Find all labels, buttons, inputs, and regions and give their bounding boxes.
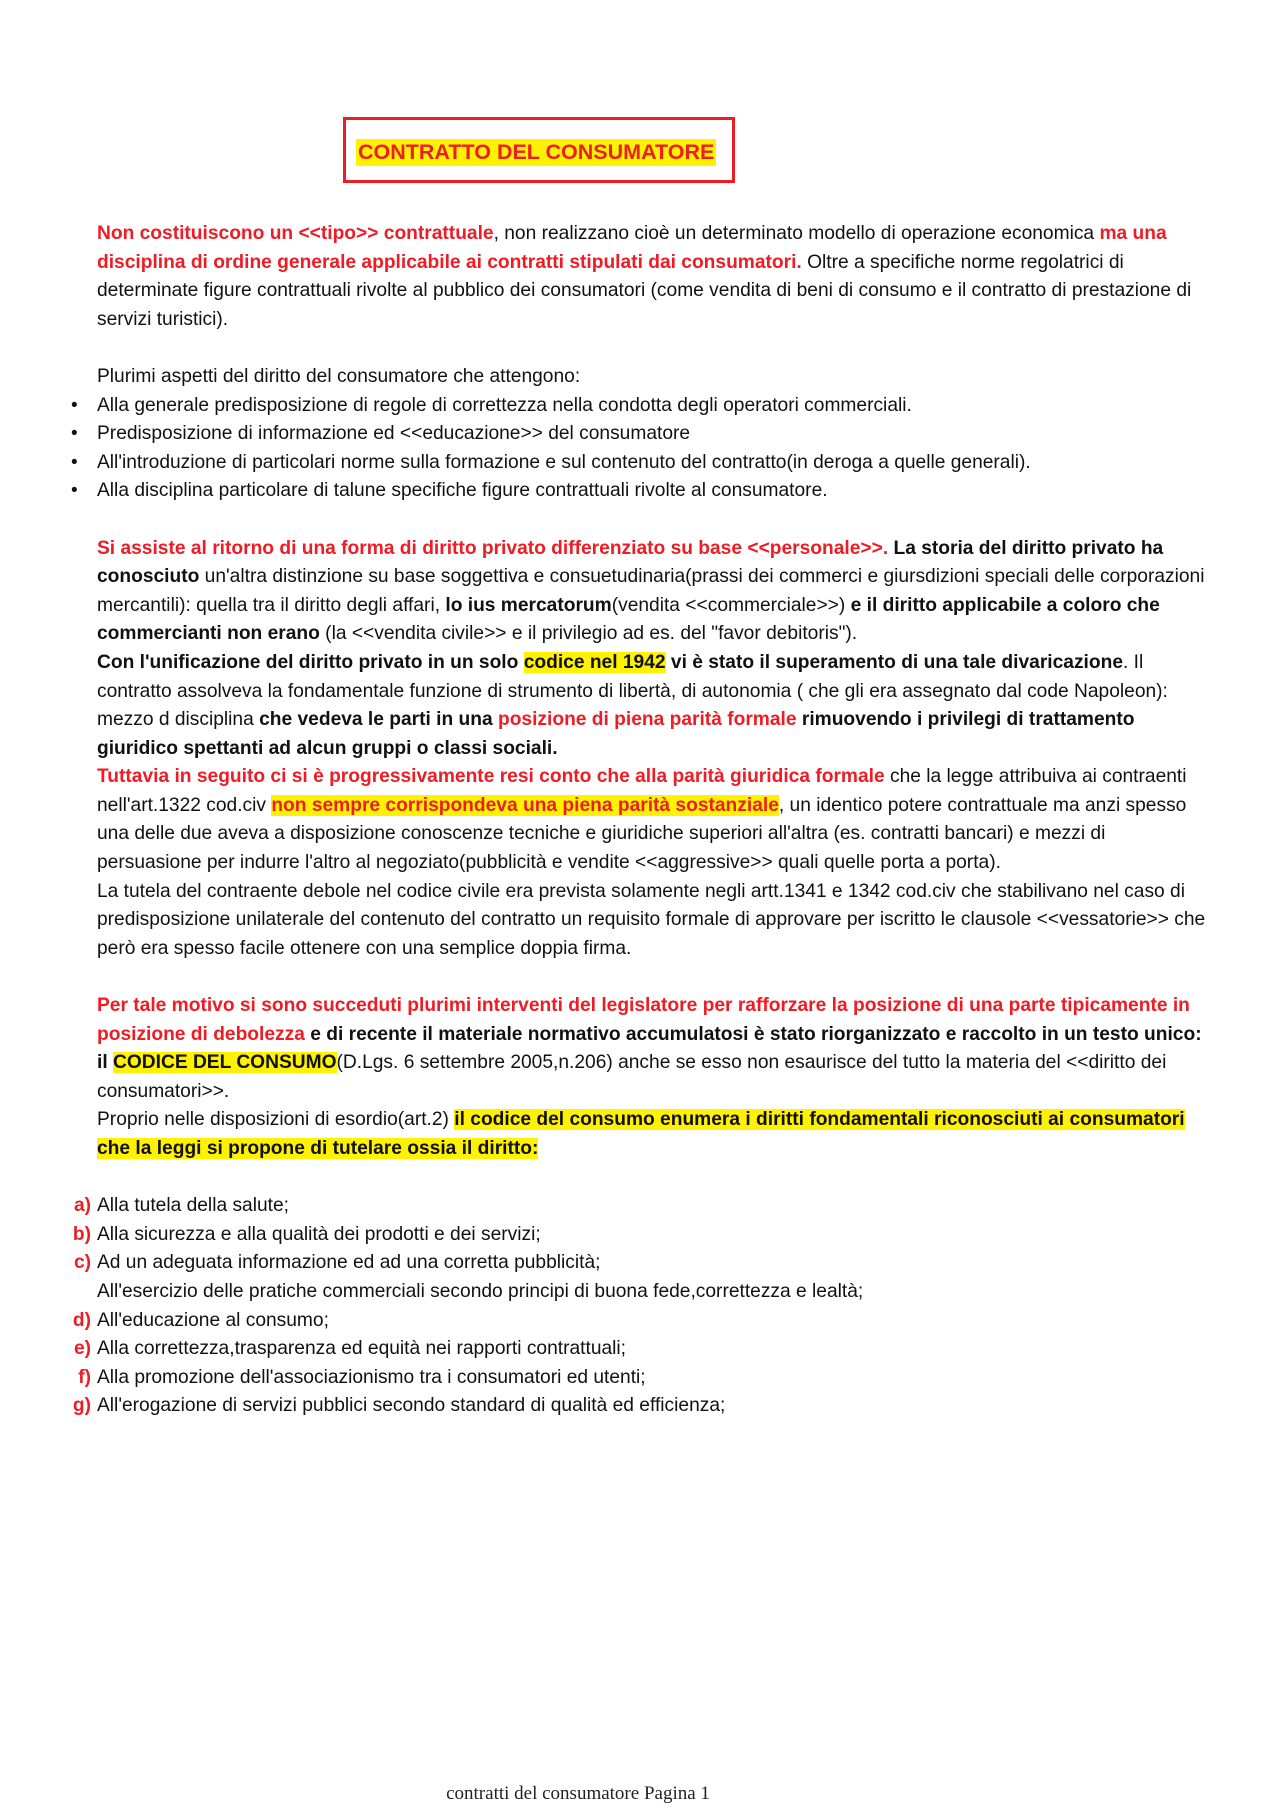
list-item-text: Alla tutela della salute; [97,1195,289,1217]
list-marker: a) [73,1195,91,1217]
list-item-text: Alla correttezza,trasparenza ed equità nei rapporti contrattuali; [97,1338,627,1360]
text-span: (la <<vendita civile>> e il privilegio ad es. del "favor debitoris"). [319,623,858,645]
list-item [73,1249,1207,1278]
list-item [78,1364,1207,1393]
text-span: vi è stato il superamento di una tale divaricazione [665,651,1123,673]
text-span: e il diritto applicabile a coloro che commercianti non erano [97,594,1160,645]
list-marker: c) [73,1252,91,1274]
list-item-text: Ad un adeguata informazione ed ad una corretta pubblicità; [97,1252,601,1274]
paragraph-parity [97,763,1207,877]
highlight-span: non sempre corrispondeva una piena parità sostanziale [271,794,779,816]
list-item [72,1221,1207,1250]
list-item-text: All'erogazione di servizi pubblici secondo standard di qualità ed efficienza; [97,1395,726,1417]
list-item [72,1392,1207,1421]
highlight-span: il codice del consumo enumera i diritti fondamentali riconosciuti ai consumatori che la leggi si propone di tutelare ossia il diritto: [97,1109,1185,1159]
list-item [71,449,1207,478]
text-span: che la legge attribuiva ai contraenti nell'art.1322 cod.civ [97,766,1187,816]
list-item-text: All'introduzione di particolari norme sulla formazione e sul contenuto del contratto(in deroga a quelle generali). [97,451,1031,473]
list-marker: e) [73,1338,91,1360]
text-span: (vendita <<commerciale>>) [611,594,851,616]
list-item [97,1278,1207,1307]
page-footer [0,1783,1280,1805]
text-span: e di recente il materiale normativo accumulatosi è stato riorganizzato e raccolto in un testo unico: il [97,1023,1202,1074]
text-span: Non costituiscono un <<tipo>> contrattuale [97,223,494,244]
paragraph-aspects-intro: Plurimi aspetti del diritto del consumatore che attengono: [97,365,581,387]
bullet-icon: • [71,480,78,502]
text-span: (D.Lgs. 6 settembre 2005,n.206) anche se esso non esaurisce del tutto la materia del <<diritto dei consumatori>>. [97,1052,1167,1102]
text-span: lo ius mercatorum [445,594,612,616]
title-box [343,117,735,183]
list-item-text: All'esercizio delle pratiche commerciali secondo principi di buona fede,correttezza e lealtà; [97,1280,864,1302]
list-marker: d) [72,1309,91,1331]
text-span: rimuovendo i privilegi di trattamento giuridico spettanti ad alcun gruppi o classi sociali. [97,709,1135,759]
text-span: La storia del diritto privato ha conosciuto [97,537,1164,588]
text-span: un'altra distinzione su base soggettiva e consuetudinaria(prassi dei commerci e giursdizioni speciali delle corporazioni mercantili): quella tra il diritto degli affari, [97,566,1205,616]
paragraph-unification [97,649,1207,763]
highlight-span: codice nel 1942 [523,651,666,673]
text-span: Proprio nelle disposizioni di esordio(art.2) [97,1109,455,1131]
bullet-icon: • [71,394,78,416]
paragraph-legislation [97,992,1207,1106]
list-item-text: Alla disciplina particolare di talune specifiche figure contrattuali rivolte al consumatore. [97,480,828,502]
list-item-text: All'educazione al consumo; [97,1309,329,1331]
document-body [71,220,1207,1421]
text-span: . Il contratto assolveva la fondamentale funzione di strumento di libertà, di autonomia ( che gli era assegnato dal code Napoleon): mezzo d disciplina [97,651,1168,731]
list-item-text: Predisposizione di informazione ed <<educazione>> del consumatore [97,423,691,445]
text-span: Tuttavia in seguito ci si è progressivamente resi conto che alla parità giuridica formale [97,766,885,788]
paragraph-weak-party: La tutela del contraente debole nel codice civile era prevista solamente negli artt.1341 e 1342 cod.civ che stabilivano nel caso di predisposizione unilaterale del contenuto del contratto un requisito formale di approvare per iscritto le clausole <<vessatorie>> che però era spesso facile ottenere con una semplice doppia firma. [97,880,1206,959]
list-marker: g) [72,1395,91,1417]
list-item [71,420,1207,449]
text-span: Con l'unificazione del diritto privato in un solo [97,651,524,673]
list-marker: f) [78,1366,91,1388]
aspects-list [71,392,1207,506]
list-item [71,392,1207,421]
bullet-icon: • [71,423,78,445]
text-span: , non realizzano cioè un determinato modello di operazione economica [493,223,1100,244]
text-span: ma una disciplina di ordine generale applicabile ai contratti stipulati dai consumatori. [97,223,1167,273]
list-item-text: Alla promozione dell'associazionismo tra i consumatori ed utenti; [97,1366,646,1388]
text-span: Oltre a specifiche norme regolatrici di determinate figure contrattuali rivolte al pubblico dei consumatori (come vendita di beni di consumo e il contratto di prestazione di servizi turistici). [97,251,1192,330]
paragraph-definition [97,220,1207,334]
list-marker: b) [72,1223,91,1245]
list-item [72,1307,1207,1336]
text-span: , un identico potere contrattuale ma anzi spesso una delle due aveva a disposizione conoscenze tecniche e giuridiche superiori all'altra (es. contratti bancari) e mezzi di persuasione per indurre l'altro al negoziato(pubblicità e vendite <<aggressive>> quali quelle porta a porta). [97,794,1187,874]
list-item-text: Alla generale predisposizione di regole di correttezza nella condotta degli operatori commerciali. [97,394,912,416]
list-item [73,1335,1207,1364]
list-item [73,1192,1207,1221]
list-item-text: Alla sicurezza e alla qualità dei prodotti e dei servizi; [97,1223,541,1245]
footer-text: contratti del consumatore Pagina 1 [446,1783,710,1804]
rights-list [72,1192,1207,1421]
text-span: Per tale motivo si sono succeduti plurimi interventi del legislatore per rafforzare la posizione di una parte tipicamente in posizione di debolezza [97,995,1190,1045]
text-span: posizione di piena parità formale [497,709,797,731]
paragraph-history [97,535,1207,649]
highlight-span: CODICE DEL CONSUMO [113,1052,337,1074]
text-span: Si assiste al ritorno di una forma di diritto privato differenziato su base <<personale>>. [97,537,889,559]
paragraph-art2 [97,1106,1207,1163]
text-span: che vedeva le parti in una [259,709,498,731]
bullet-icon: • [71,451,78,473]
page-title: CONTRATTO DEL CONSUMATORE [358,140,715,164]
list-item [71,477,1207,506]
